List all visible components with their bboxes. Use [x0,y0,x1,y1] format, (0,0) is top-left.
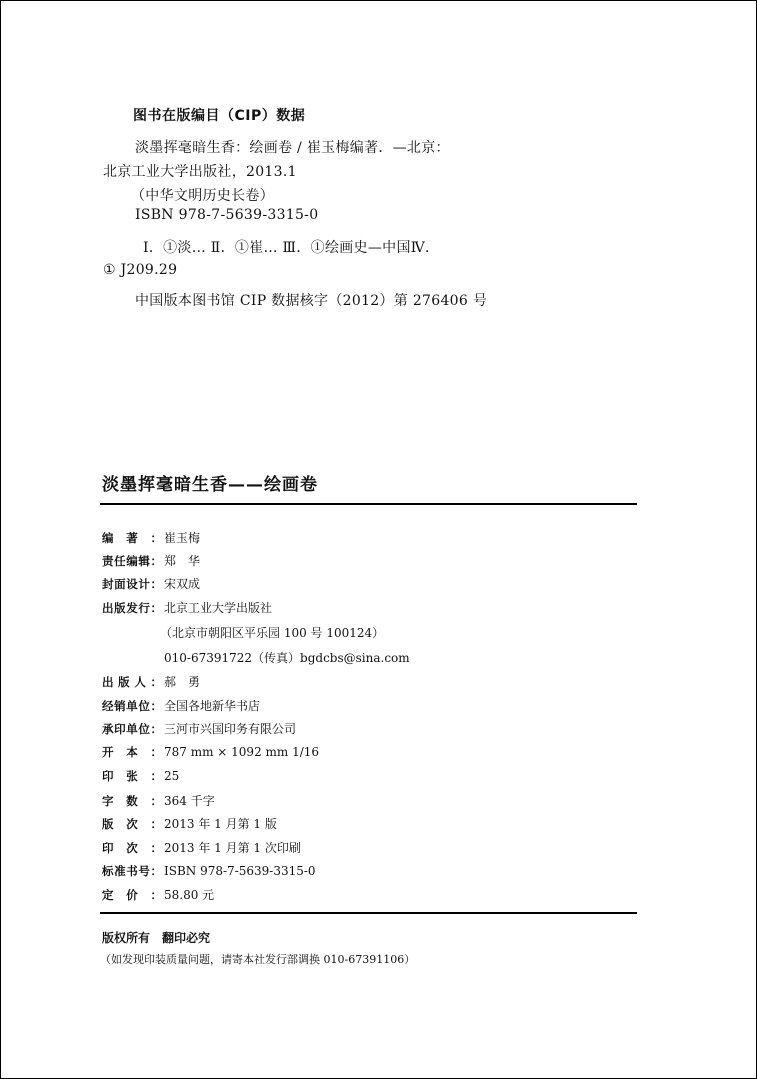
info-printing-value: 2013 年 1 月第 1 次印刷 [164,841,301,855]
info-pubperson [102,673,200,690]
cip-line-isbn: ISBN 978-7-5639-3315-0 [135,207,319,223]
info-price-value: 58.80 元 [164,888,215,902]
cip-line-record: 中国版本图书馆 CIP 数据核字（2012）第 276406 号 [135,293,488,309]
info-publisher [102,599,272,616]
info-sheets-value: 25 [164,769,180,783]
info-sheets [102,768,179,784]
info-distributor-value: 全国各地新华书店 [164,699,261,713]
info-sheets-label: 印张： [102,769,162,783]
info-publisher-value: 北京工业大学出版社 [164,601,273,615]
info-phone: 010-67391722（传真）bgdcbs@sina.com [164,651,410,665]
info-author-value: 崔玉梅 [164,531,201,545]
info-edition-value: 2013 年 1 月第 1 版 [164,817,277,831]
info-edition-label: 版次： [102,817,162,831]
info-editor [102,552,200,569]
info-pubperson-value: 郝 勇 [164,675,201,689]
cip-line-series: （中华文明历史长卷） [131,188,274,204]
info-author [102,529,200,546]
info-distributor [102,697,260,714]
info-printer-label: 承印单位： [102,722,162,736]
info-cover-design [102,575,200,592]
info-editor-label: 责任编辑： [102,554,162,568]
info-author-label: 编著： [102,531,162,545]
info-format-value: 787 mm × 1092 mm 1/16 [164,745,320,759]
info-printer [102,720,296,737]
info-cover-label: 封面设计： [102,577,162,591]
top-divider [100,503,637,505]
info-isbn-label: 标准书号： [102,864,162,878]
info-printer-value: 三河市兴国印务有限公司 [164,722,297,736]
bottom-divider [100,912,637,914]
info-cover-value: 宋双成 [164,577,201,591]
info-format [102,744,319,760]
info-words [102,792,215,809]
info-price-label: 定价： [102,888,162,902]
info-printing-label: 印次： [102,841,162,855]
info-distributor-label: 经销单位： [102,699,162,713]
info-pubperson-label: 出版人： [102,675,162,689]
book-title: 淡墨挥毫暗生香——绘画卷 [102,475,318,495]
copyright-notice: 版权所有 翻印必究 [102,931,211,945]
cip-heading: 图书在版编目（CIP）数据 [133,108,306,124]
cip-line-code: ① J209.29 [103,262,178,278]
cip-line-classification: Ⅰ．①淡… Ⅱ．①崔… Ⅲ．①绘画史—中国Ⅳ． [143,240,440,256]
info-price [102,886,214,903]
quality-notice: （如发现印装质量问题，请寄本社发行部调换 010-67391106） [100,953,416,966]
info-edition [102,815,277,832]
info-isbn-value: ISBN 978-7-5639-3315-0 [164,864,316,878]
info-address: （北京市朝阳区平乐园 100 号 100124） [160,626,385,640]
cip-line-publisher: 北京工业大学出版社，2013.1 [103,164,297,180]
info-publisher-label: 出版发行： [102,601,162,615]
info-editor-value: 郑 华 [164,554,201,568]
info-words-value: 364 千字 [164,794,215,808]
info-printing [102,839,301,856]
info-isbn [102,863,316,879]
info-format-label: 开本： [102,745,162,759]
cip-line-title: 淡墨挥毫暗生香：绘画卷 / 崔玉梅编著．—北京： [135,140,450,156]
info-words-label: 字数： [102,794,162,808]
